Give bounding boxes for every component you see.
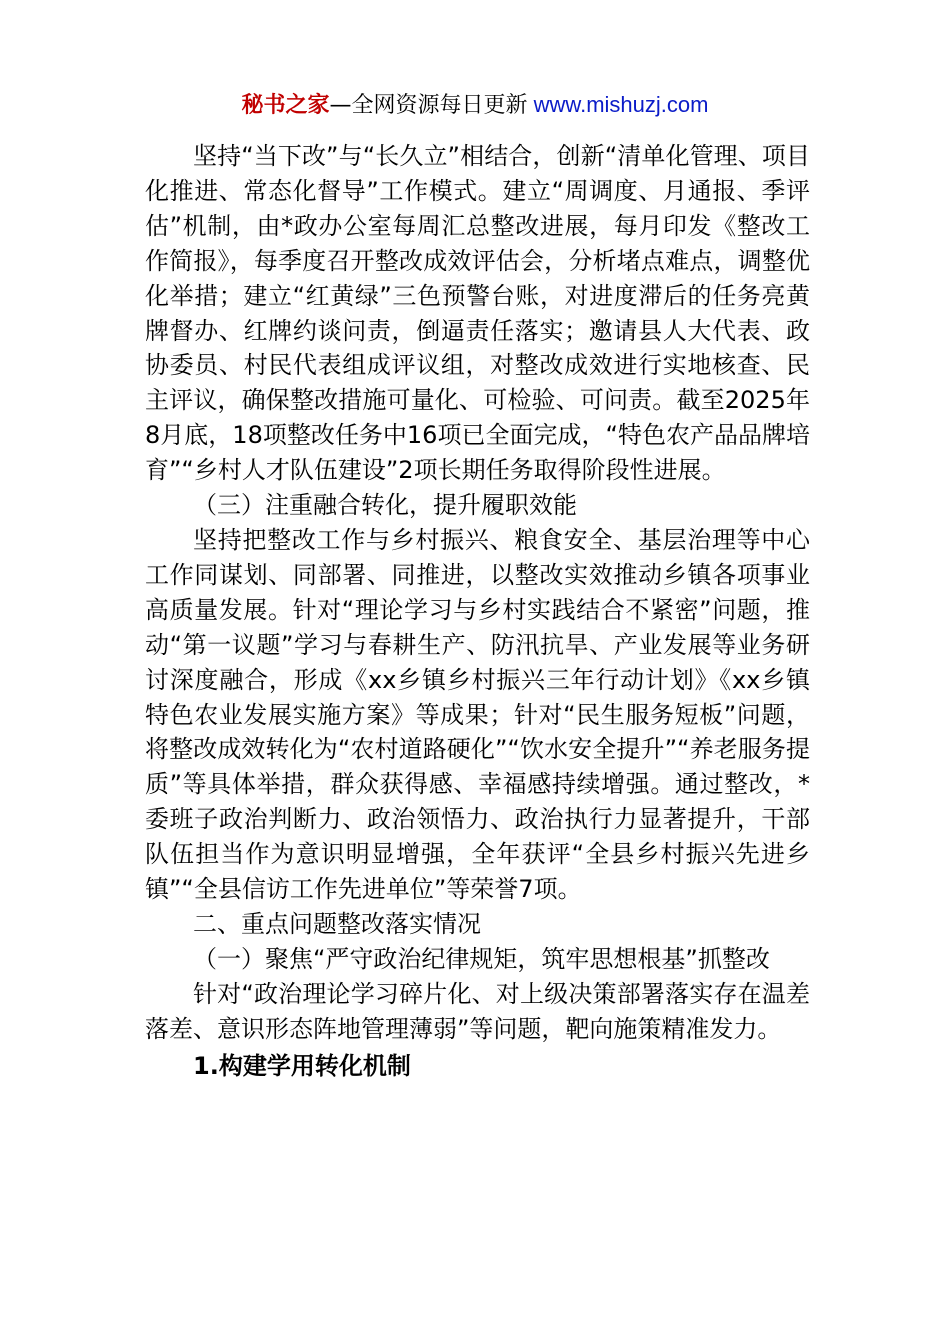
page-header	[0, 90, 950, 121]
brand-name: 秘书之家	[241, 93, 330, 118]
subsection-heading: （一）聚焦“严守政治纪律规矩，筑牢思想根基”抓整改	[193, 944, 770, 973]
item-heading: 1.构建学用转化机制	[193, 1051, 411, 1080]
header-slogan: —全网资源每日更新	[329, 93, 528, 118]
chapter-heading: 二、重点问题整改落实情况	[193, 909, 481, 938]
body-paragraph: 坚持把整改工作与乡村振兴、粮食安全、基层治理等中心工作同谋划、同部署、同推进，以整改实效推动乡镇各项事业高质量发展。针对“理论学习与乡村实践结合不紧密”问题，推动“第一议题”学习与春耕生产、防汛抗旱、产业发展等业务研讨深度融合，形成《xx乡镇乡村振兴三年行动计划》《xx乡镇特色农业发展实施方案》等成果；针对“民生服务短板”问题，将整改成效转化为“农村道路硬化”“饮水安全提升”“养老服务提质”等具体举措，群众获得感、幸福感持续增强。通过整改，*委班子政治判断力、政治领悟力、政治执行力显著提升，干部队伍担当作为意识明显增强，全年获评“全县乡村振兴先进乡镇”“全县信访工作先进单位”等荣誉7项。	[145, 525, 810, 904]
section-heading: （三）注重融合转化，提升履职效能	[193, 491, 577, 520]
document-body	[145, 139, 810, 1083]
body-paragraph: 针对“政治理论学习碎片化、对上级决策部署落实存在温差落差、意识形态阵地管理薄弱”等问题，靶向施策精准发力。	[145, 979, 810, 1043]
site-url-link[interactable]: www.mishuzj.com	[527, 92, 709, 117]
body-paragraph: 坚持“当下改”与“长久立”相结合，创新“清单化管理、项目化推进、常态化督导”工作模式。建立“周调度、月通报、季评估”机制，由*政办公室每周汇总整改进展，每月印发《整改工作简报》，每季度召开整改成效评估会，分析堵点难点，调整优化举措；建立“红黄绿”三色预警台账，对进度滞后的任务亮黄牌督办、红牌约谈问责，倒逼责任落实；邀请县人大代表、政协委员、村民代表组成评议组，对整改成效进行实地核查、民主评议，确保整改措施可量化、可检验、可问责。截至2025年8月底，18项整改任务中16项已全面完成，“特色农产品品牌培育”“乡村人才队伍建设”2项长期任务取得阶段性进展。	[145, 142, 810, 485]
